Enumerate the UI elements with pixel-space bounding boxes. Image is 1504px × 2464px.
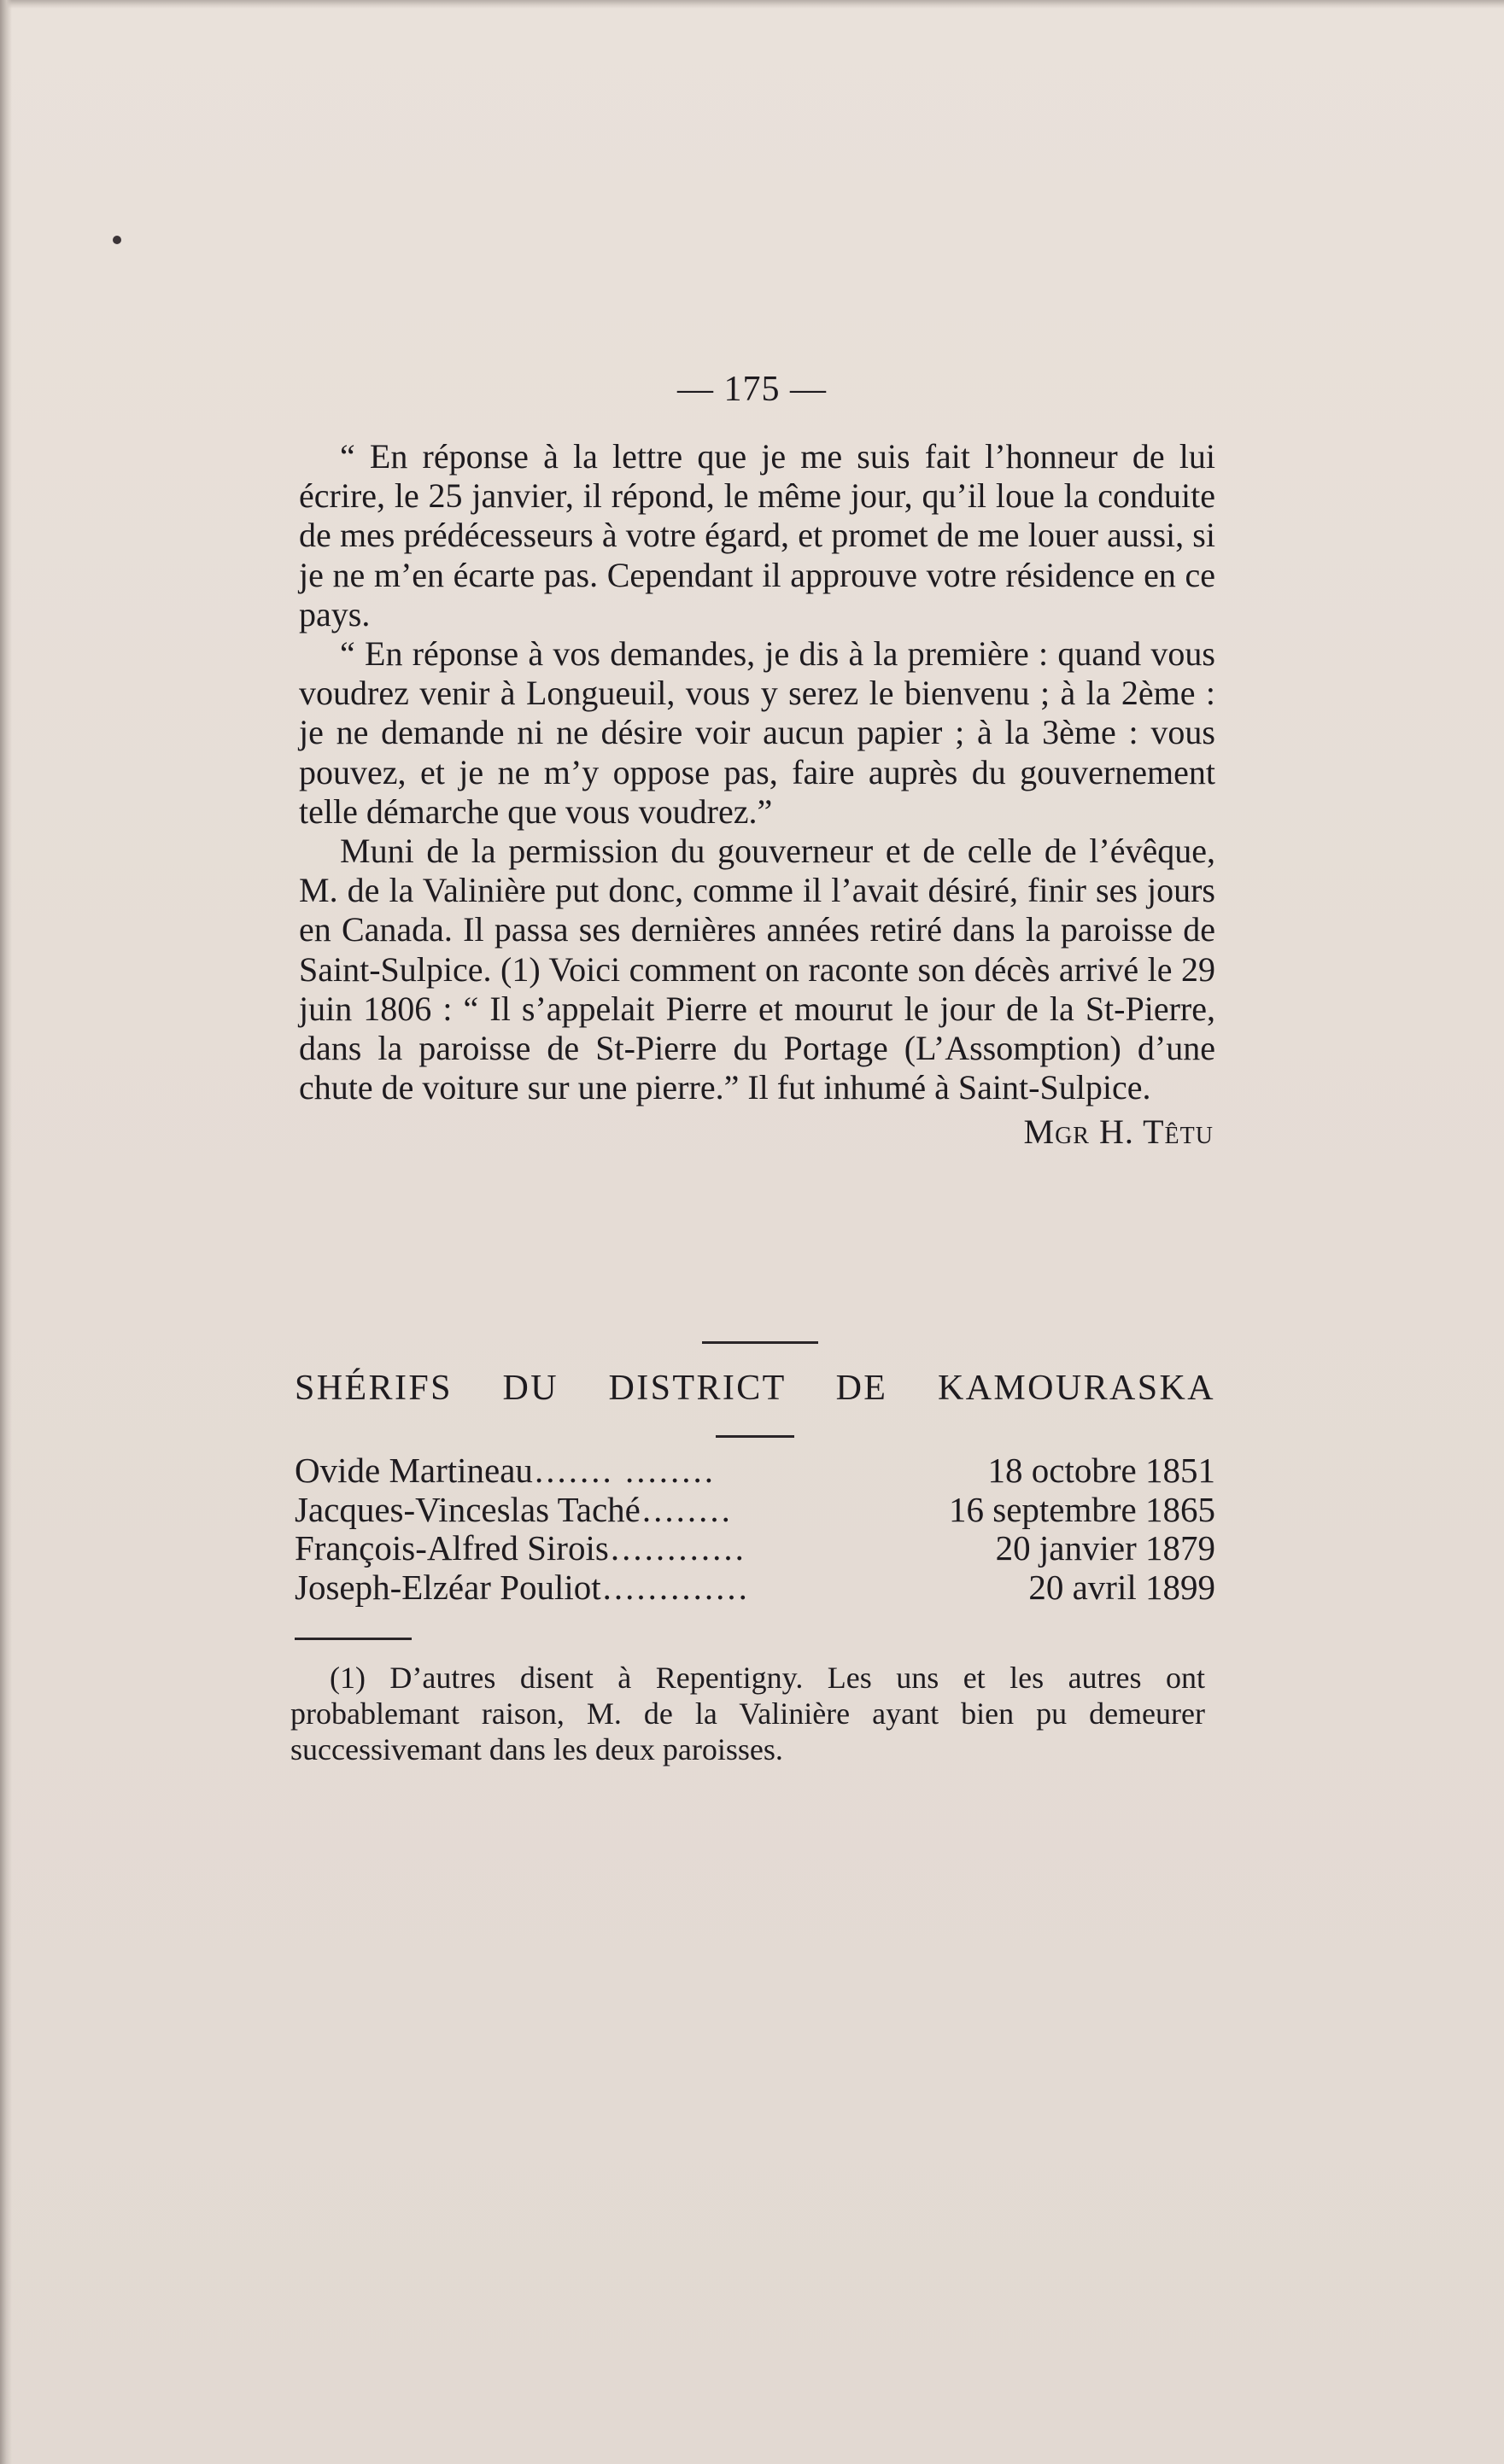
dot-leader: ........ (641, 1490, 733, 1529)
sheriff-date: 16 septembre 1865 (949, 1489, 1215, 1529)
ink-speck (113, 236, 121, 244)
dot-leader: ............. (602, 1568, 750, 1607)
section-divider (702, 1341, 818, 1344)
dot-leader: ............ (610, 1529, 746, 1568)
list-item (295, 1491, 1215, 1530)
page-number: — 175 — (677, 370, 827, 409)
list-item (295, 1529, 1215, 1568)
sheriff-date: 20 janvier 1879 (995, 1528, 1215, 1568)
sheriff-date: 20 avril 1899 (1028, 1567, 1215, 1607)
footnote: (1) D’autres disent à Repentigny. Les uns et les autres ont probablemant raison, M. de la Valinière ayant bien pu demeurer successivemant dans les deux paroisses. (290, 1661, 1205, 1766)
sheriff-list (295, 1451, 1215, 1607)
footnote-divider (295, 1638, 412, 1640)
page-top-edge (0, 0, 1504, 9)
paragraph-death-account: Muni de la permission du gouverneur et de celle de l’évêque, M. de la Valinière put donc, comme il l’avait désiré, finir ses jours en Canada. Il passa ses dernières années retiré dans la paroisse de Saint-Sulpice. (1) Voici comment on raconte son décès arrivé le 29 juin 1806 : “ Il s’appelait Pierre et mourut le jour de la St-Pierre, dans la paroisse de St-Pierre du Portage (L’Assomption) d’une chute de voiture sur une pierre.” Il fut inhumé à Saint-Sulpice. (299, 832, 1215, 1107)
sheriff-name: François-Alfred Sirois (295, 1528, 609, 1568)
title-underline (716, 1435, 794, 1438)
paragraph-reply-requests: “ En réponse à vos demandes, je dis à la première : quand vous voudrez venir à Longueuil, vous y serez le bienvenu ; à la 2ème : je ne demande ni ne désire voir aucun papier ; à la 3ème : vous pouvez, et je ne m’y oppose pas, faire auprès du gouvernement telle démarche que vous voudrez.” (299, 634, 1215, 831)
list-item (295, 1568, 1215, 1608)
author-signature: Mgr H. Têtu (1023, 1112, 1214, 1152)
sheriff-date: 18 octobre 1851 (987, 1451, 1215, 1490)
article-body (299, 437, 1215, 1153)
paragraph-reply-letter: “ En réponse à la lettre que je me suis fait l’honneur de lui écrire, le 25 janvier, il répond, le même jour, qu’il loue la conduite de mes prédécesseurs à votre égard, et promet de me louer aussi, si je ne m’en écarte pas. Cependant il approuve votre résidence en ce pays. (299, 437, 1215, 634)
sheriff-name: Joseph-Elzéar Pouliot (295, 1567, 601, 1607)
list-item (295, 1451, 1215, 1491)
sheriff-name: Ovide Martineau (295, 1451, 533, 1490)
sheriff-name: Jacques-Vinceslas Taché (295, 1489, 641, 1529)
section-title: SHÉRIFS DU DISTRICT DE KAMOURASKA (295, 1369, 1215, 1408)
dot-leader: ....... ........ (534, 1451, 716, 1490)
